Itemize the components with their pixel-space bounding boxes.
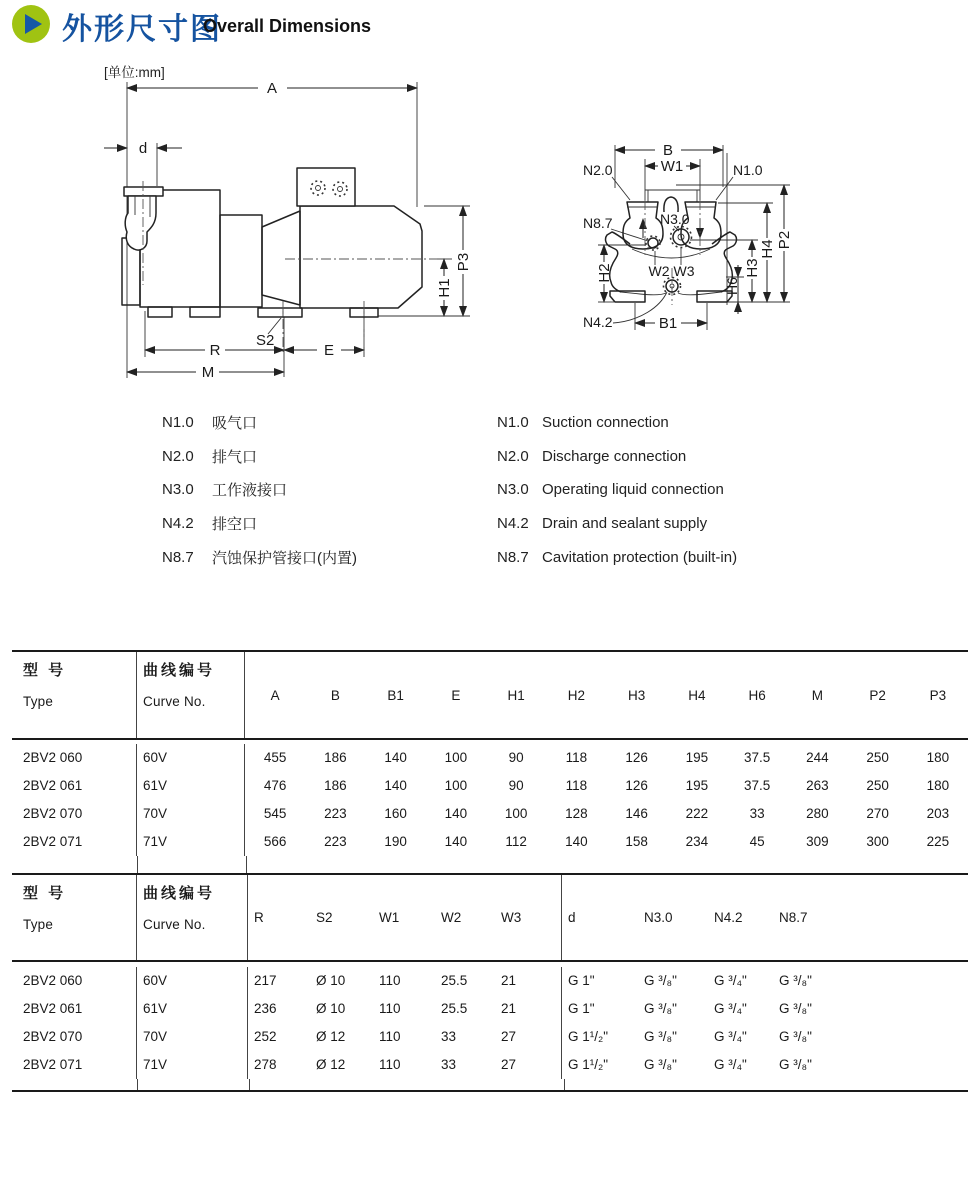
table-cell: 140	[565, 834, 588, 849]
legend-text: 排空口	[212, 516, 258, 534]
curve-column-header: 曲线编号 Curve No.	[137, 652, 245, 738]
legend-code: N8.7	[497, 548, 529, 566]
type-column-header: 型 号 Type	[12, 652, 137, 738]
table-cell: 180	[926, 778, 950, 793]
legend-text: 吸气口	[212, 415, 258, 433]
table-cell: 33	[441, 1029, 457, 1044]
type-cell: 2BV2 071	[12, 1051, 137, 1079]
table-cell: G 1"	[568, 1001, 595, 1016]
table2-header-row	[12, 875, 968, 962]
table-cell: 25.5	[441, 1001, 468, 1016]
port-label-n20: N2.0	[583, 162, 613, 178]
table-cell: 21	[495, 995, 562, 1023]
table-cell: 33	[749, 806, 765, 821]
table-cell: 309	[806, 834, 829, 849]
dim-label-h2: H2	[596, 263, 613, 283]
table-cell: 37.5	[743, 778, 771, 793]
table-cell: 158	[625, 834, 648, 849]
legend-item	[162, 473, 357, 507]
legend-text: Suction connection	[542, 414, 669, 432]
table-row	[12, 967, 968, 995]
table-cell: 234	[685, 834, 709, 849]
table-cell: Ø 10	[316, 973, 346, 988]
table-cell: 263	[806, 778, 829, 793]
table-cell: G ³/₈"	[779, 973, 812, 988]
table-cell: 110	[379, 1001, 401, 1016]
dim-label-p3: P3	[455, 252, 472, 272]
legend-text: 排气口	[212, 448, 258, 466]
table-cell: 110	[379, 1029, 401, 1044]
type-cell: 2BV2 060	[12, 744, 137, 772]
table-cell: 110	[379, 1057, 401, 1072]
table-cell: 190	[384, 834, 407, 849]
table-cell: 195	[685, 778, 709, 793]
play-triangle-icon	[25, 14, 42, 34]
port-label-n30: N3.0	[660, 211, 690, 227]
table-cell: Ø 12	[316, 1029, 346, 1044]
table-row	[12, 828, 968, 856]
table-cell: 45	[749, 834, 765, 849]
dim-label-e: E	[323, 342, 335, 359]
dim-label-h6: H6	[724, 277, 740, 295]
table-cell: G ³/₈"	[779, 1057, 812, 1072]
column-header: W1	[379, 910, 400, 925]
curve-cell: 60V	[137, 967, 248, 995]
column-header: B	[330, 687, 340, 703]
type-cell: 2BV2 061	[12, 772, 137, 800]
legend-item	[497, 440, 737, 474]
table-cell: 33	[441, 1057, 457, 1072]
column-header: W2	[441, 910, 462, 925]
table-cell: 455	[263, 750, 287, 765]
table-cell: 118	[565, 778, 588, 793]
curve-cell: 61V	[137, 995, 248, 1023]
legend-item	[162, 440, 357, 474]
column-header: H3	[627, 687, 646, 703]
column-header: H2	[567, 687, 585, 703]
column-header: P3	[929, 687, 947, 703]
table1-header-row	[12, 652, 968, 740]
dimension-drawing	[0, 55, 976, 405]
table-cell: G ³/₈"	[644, 1001, 677, 1016]
table1-filler	[12, 856, 968, 873]
legend-code: N2.0	[497, 447, 529, 465]
legend-item	[162, 406, 357, 440]
column-header: N8.7	[779, 910, 808, 925]
table-cell: 250	[866, 750, 889, 765]
table2-rows	[12, 962, 968, 1079]
legend-text: Discharge connection	[542, 447, 687, 465]
legend-text: 工作液接口	[212, 482, 288, 500]
table-cell: Ø 10	[316, 1001, 346, 1016]
dim-label-w3: W3	[673, 263, 695, 279]
section-bullet-icon	[12, 5, 50, 43]
legend-zh	[162, 406, 357, 574]
dim-label-h1: H1	[436, 278, 453, 298]
table-cell: 270	[866, 806, 889, 821]
table-cell: G ³/₈"	[644, 1029, 677, 1044]
table-cell: 203	[926, 806, 950, 821]
table-cell: 146	[625, 806, 648, 821]
table-cell: G ³/₄"	[714, 973, 747, 988]
table-cell: 476	[263, 778, 287, 793]
type-column-header: 型 号 Type	[12, 875, 137, 960]
curve-cell: 71V	[137, 828, 245, 856]
table-cell: G ³/₄"	[714, 1057, 747, 1072]
table-cell: 100	[444, 778, 468, 793]
legend-item	[497, 473, 737, 507]
dim-label-r: R	[209, 342, 221, 359]
dimension-table-1	[12, 650, 968, 875]
port-label-n42: N4.2	[583, 314, 613, 330]
table-row	[12, 1051, 968, 1079]
table-row	[12, 772, 968, 800]
table-cell: 217	[254, 973, 277, 988]
dim-label-s2: S2	[256, 332, 275, 349]
table-cell: G ³/₄"	[714, 1001, 747, 1016]
dim-label-b: B	[662, 142, 674, 159]
legend-code: N4.2	[162, 515, 194, 533]
table-cell: G ³/₈"	[644, 1057, 677, 1072]
table-cell: 300	[866, 834, 889, 849]
legend-item	[497, 507, 737, 541]
column-header: N4.2	[714, 910, 743, 925]
legend-code: N3.0	[497, 481, 529, 499]
table-cell: 244	[806, 750, 829, 765]
dim-label-m: M	[201, 364, 215, 381]
table-cell: 100	[504, 806, 528, 821]
dim-label-w2: W2	[648, 263, 670, 279]
table-cell: 180	[926, 750, 950, 765]
dim-label-a: A	[266, 80, 278, 97]
column-header: A	[270, 687, 280, 703]
legend-code: N1.0	[497, 414, 529, 432]
dimension-tables	[12, 650, 968, 1092]
table-cell: 90	[508, 778, 524, 793]
legend-item	[497, 540, 737, 574]
legend-code: N4.2	[497, 515, 529, 533]
type-cell: 2BV2 070	[12, 1023, 137, 1051]
table-cell: 126	[625, 778, 648, 793]
table-cell: 110	[379, 973, 401, 988]
table-cell: 223	[324, 834, 347, 849]
table-cell: 21	[495, 967, 562, 995]
table-cell: G ³/₈"	[779, 1001, 812, 1016]
column-header: R	[254, 910, 264, 925]
table-cell: 250	[866, 778, 889, 793]
table-cell: G ³/₈"	[644, 973, 677, 988]
dim-label-d: d	[138, 140, 148, 157]
table-cell: 140	[444, 806, 468, 821]
table-cell: 252	[254, 1029, 277, 1044]
table2-filler	[12, 1079, 968, 1090]
table-cell: G 1¹/₂"	[568, 1057, 609, 1072]
table-cell: G 1"	[568, 973, 595, 988]
legend-code: N3.0	[162, 481, 194, 499]
page-title-zh: 外形尺寸图	[62, 13, 222, 46]
legend-code: N2.0	[162, 447, 194, 465]
dim-label-b1: B1	[658, 315, 678, 332]
table-cell: 100	[444, 750, 468, 765]
curve-cell: 70V	[137, 800, 245, 828]
port-label-n10: N1.0	[733, 162, 763, 178]
table-cell: 280	[806, 806, 829, 821]
dim-label-w1: W1	[660, 158, 684, 175]
legend-text: 汽蚀保护管接口(内置)	[212, 549, 357, 567]
page-title-en: Overall Dimensions	[203, 16, 372, 36]
table-cell: 25.5	[441, 973, 468, 988]
type-cell: 2BV2 070	[12, 800, 137, 828]
curve-cell: 71V	[137, 1051, 248, 1079]
table-row	[12, 744, 968, 772]
table-cell: 186	[324, 778, 347, 793]
table-cell: 37.5	[743, 750, 771, 765]
table-cell: 225	[926, 834, 950, 849]
table-cell: 112	[505, 834, 527, 849]
column-header: H6	[748, 687, 766, 703]
table-cell: 278	[254, 1057, 277, 1072]
type-cell: 2BV2 071	[12, 828, 137, 856]
column-header: W3	[495, 875, 562, 960]
dim-label-h4: H4	[759, 239, 776, 259]
table-cell: G ³/₄"	[714, 1029, 747, 1044]
legend-text: Drain and sealant supply	[542, 515, 708, 533]
legend-code: N1.0	[162, 414, 194, 432]
table-cell: Ø 12	[316, 1057, 346, 1072]
column-header: N3.0	[644, 910, 673, 925]
unit-note: [单位:mm]	[104, 65, 165, 80]
type-cell: 2BV2 060	[12, 967, 137, 995]
legend-item	[162, 540, 357, 574]
curve-cell: 61V	[137, 772, 245, 800]
table-cell: 27	[495, 1051, 562, 1079]
table-cell: G ³/₈"	[779, 1029, 812, 1044]
table-cell: 223	[324, 806, 347, 821]
column-header: d	[568, 910, 576, 925]
column-header: P2	[869, 687, 886, 703]
legend-text: Operating liquid connection	[542, 481, 724, 499]
table-cell: 545	[263, 806, 287, 821]
legend-item	[162, 507, 357, 541]
table-cell: 27	[495, 1023, 562, 1051]
table-cell: 118	[565, 750, 588, 765]
port-label-n87: N8.7	[583, 215, 613, 231]
legend-en	[497, 406, 737, 574]
table-row	[12, 1023, 968, 1051]
table-cell: G 1¹/₂"	[568, 1029, 609, 1044]
column-header: B1	[387, 687, 404, 703]
curve-cell: 60V	[137, 744, 245, 772]
table-cell: 195	[685, 750, 709, 765]
table-row	[12, 995, 968, 1023]
curve-cell: 70V	[137, 1023, 248, 1051]
dim-label-p2: P2	[776, 230, 793, 250]
column-header: S2	[316, 910, 333, 925]
curve-column-header: 曲线编号 Curve No.	[137, 875, 248, 960]
column-header: E	[451, 687, 461, 703]
legend-text: Cavitation protection (built-in)	[542, 548, 738, 566]
table-cell: 236	[254, 1001, 277, 1016]
column-header: H4	[688, 687, 706, 703]
legend-code: N8.7	[162, 548, 194, 566]
table-cell: 566	[263, 834, 287, 849]
dim-label-h3: H3	[744, 258, 761, 278]
table-cell: 126	[625, 750, 648, 765]
table-cell: 140	[384, 778, 407, 793]
legend-item	[497, 406, 737, 440]
table1-rows	[12, 740, 968, 856]
table-cell: 140	[384, 750, 407, 765]
table-cell: 222	[685, 806, 709, 821]
table-cell: 186	[324, 750, 347, 765]
table-cell: 160	[384, 806, 407, 821]
table-cell: 140	[444, 834, 468, 849]
type-cell: 2BV2 061	[12, 995, 137, 1023]
dimension-table-2	[12, 875, 968, 1092]
table-row	[12, 800, 968, 828]
table-cell: 128	[565, 806, 588, 821]
table-cell: 90	[508, 750, 524, 765]
column-header: M	[811, 687, 823, 703]
column-header: H1	[507, 687, 525, 703]
